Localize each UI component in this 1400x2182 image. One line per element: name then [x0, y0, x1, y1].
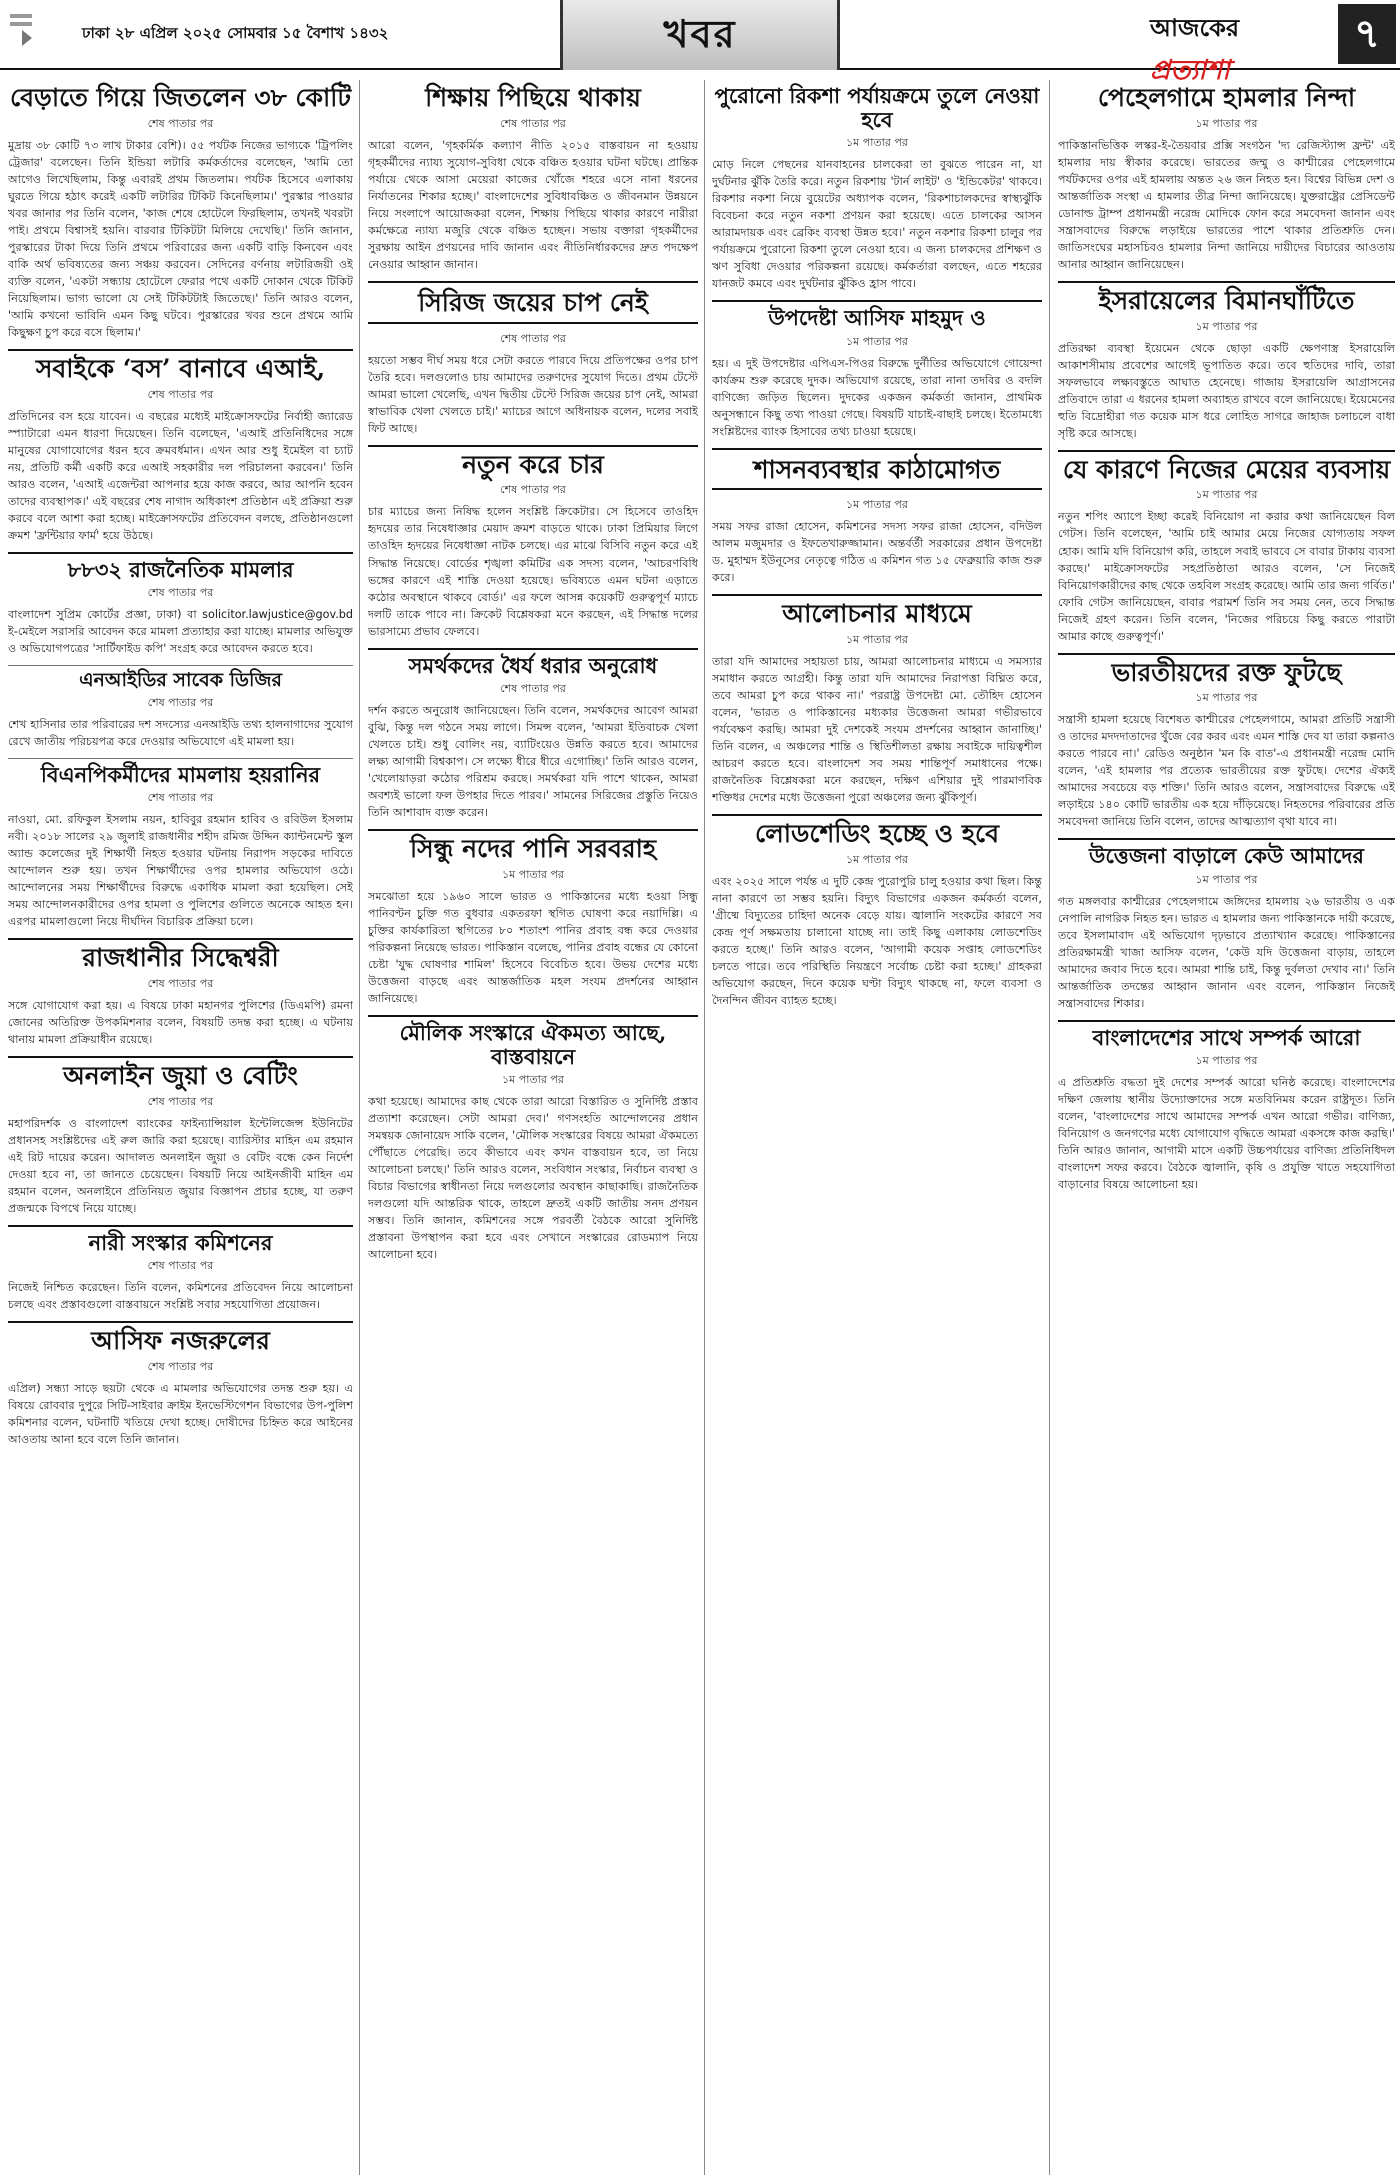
continuation-note: শেষ পাতার পর: [147, 1359, 214, 1373]
divider: [368, 1015, 698, 1017]
article-body: সমঝোতা হয়ে ১৯৬০ সালে ভারত ও পাকিস্তানের মধ্যে হওয়া সিন্ধু পানিবণ্টন চুক্তি গত বুধবার একতরফা স্থগিত ঘোষণা করে নয়াদিল্লি। এ চুক্তির কার্যকারিতা স্থগিতের ৮০ শতাংশ পানির প্রবাহ বন্ধ করে দেওয়ার পরিকল্পনা নিয়েছে ভারত। পাকিস্তান বলেছে, পানির প্রবাহ বন্ধের যে কোনো চেষ্টা 'যুদ্ধ ঘোষণার শামিল' হিসেবে বিবেচিত হবে। উভয় দেশের মধ্যে উত্তেজনা বাড়ছে এবং আন্তর্জাতিক মহল সংযম প্রদর্শনের আহ্বান জানিয়েছে।: [368, 889, 698, 1005]
article: [8, 1231, 353, 1313]
divider: [8, 1321, 353, 1323]
article: [368, 84, 698, 273]
article-headline: রাজধানীর সিদ্ধেশ্বরী: [82, 943, 279, 973]
page-masthead: [0, 0, 1400, 86]
article-headline: সিন্ধু নদের পানি সরবরাহ: [409, 833, 657, 863]
article-body: মুদ্রায় ৩৮ কোটি ৭৩ লাখ টাকার বেশি)। ৫৫ পর্যটক নিজের ভাগ্যকে 'ট্রিপলিং ট্রেজার' বলেছেন। তিনি ইন্ডিয়া লটারি কর্মকর্তাদের বলেছেন, 'আমি তো আগেও লিখেছিলাম, কিন্তু এবারই প্রথম জিতলাম। পর্যটক হিসেবে এলাকায় ঘুরতে গিয়ে হঠাৎ করেই একটি লটারির টিকিট কিনেছিলাম।' পুরস্কার পাওয়ার খবর জানার পর তিনি বলেন, 'কাজ শেষে হোটেলে ফিরছিলাম, তখনই খবরটা পাই। প্রথমে বিশ্বাসই হয়নি। বারবার টিকিটটা মিলিয়ে দেখেছি।' তিনি জানান, পুরস্কারের টাকা দিয়ে তিনি প্রথমে পরিবারের জন্য একটি বাড়ি কিনবেন এবং বাকি অর্থ ভবিষ্যতের জন্য সঞ্চয় করবেন। সেদিনের বর্ণনায় লটারিজয়ী ওই ব্যক্তি বলেন, 'একটা সন্ধ্যায় হোটেলে ফেরার পথে একটি দোকান থেকে টিকিট নিয়েছিলাম। ভাগ্য ভালো যে সেই টিকিটটাই জিতেছে।' তিনি আরও বলেন, 'আমি কখনো ভাবিনি এমন কিছু ঘটবে। পুরস্কারের খবর শুনে প্রথমে আমি কিছুক্ষণ চুপ করে বসে ছিলাম।': [8, 138, 353, 339]
article-body: সঙ্গে যোগাযোগ করা হয়। এ বিষয়ে ঢাকা মহানগর পুলিশের (ডিএমপি) রমনা জোনের অতিরিক্ত উপকমিশনার বলেন, বিষয়টি তদন্ত করা হচ্ছে। এ ঘটনায় থানায় মামলা প্রক্রিয়াধীন রয়েছে।: [8, 998, 353, 1046]
divider: [8, 758, 353, 759]
article: [368, 1021, 698, 1263]
continuation-note: ১ম পাতার পর: [502, 867, 564, 881]
corner-bar: [10, 22, 32, 26]
divider: [712, 814, 1042, 816]
column-rule: [704, 80, 705, 2175]
continuation-note: ১ম পাতার পর: [846, 136, 908, 150]
boxed-headline-strip: [712, 448, 1042, 491]
divider: [8, 552, 353, 554]
arrow-icon: [22, 30, 32, 46]
article: [712, 84, 1042, 292]
article: [1058, 287, 1395, 442]
divider: [8, 938, 353, 940]
article-body: দর্শন করতে অনুরোধ জানিয়েছেন। তিনি বলেন, সমর্থকদের আবেগ আমরা বুঝি, কিন্তু দল গঠনে সময় লাগে। সিমন্স বলেন, 'আমরা ইতিবাচক খেলা খেলতে চাই। শুধু বোলিং নয়, ব্যাটিংয়েও উন্নতি করতে হবে। আমাদের লক্ষ্য আগামী বিশ্বকাপ। সে লক্ষ্যে ধীরে ধীরে এগোচ্ছি।' তিনি আরও বলেন, 'খেলোয়াড়রা কঠোর পরিশ্রম করছে। সমর্থকরা যদি পাশে থাকেন, আমরা অবশ্যই ভালো ফল উপহার দিতে পারব।' সামনের সিরিজের প্রস্তুতি নিয়েও তিনি আশাবাদ ব্যক্ত করেন।: [368, 703, 698, 819]
divider: [8, 1056, 353, 1058]
article-body: চার ম্যাচের জন্য নিষিদ্ধ হলেন সংশ্লিষ্ট ক্রিকেটার। সে হিসেবে তাওহিদ হৃদয়ের তার নিষেধাজ্ঞার মেয়াদ ক্রমশ বাড়তে থাকে। ঢাকা প্রিমিয়ার লিগে তাওহিদ হৃদয়ের নিষেধাজ্ঞা নাটক চলছে। এর মাঝে বিসিবি নতুন করে এই সিদ্ধান্ত নিয়েছে। বোর্ডের শৃঙ্খলা কমিটির এক সদস্য বলেন, 'আচরণবিধি ভঙ্গের কারণে এই শাস্তি দেওয়া হয়েছে। ভবিষ্যতে এমন ঘটনা এড়াতে কঠোর অবস্থানে থাকবে বোর্ড।' এর ফলে আসন্ন কয়েকটি গুরুত্বপূর্ণ ম্যাচে দলটি তাকে পাবে না। ক্রিকেট বিশ্লেষকরা মনে করছেন, এই সিদ্ধান্ত দলের ভারসাম্যে প্রভাব ফেলবে।: [368, 505, 698, 638]
continuation-note: ১ম পাতার পর: [1195, 872, 1258, 886]
article-headline: ৮৮৩২ রাজনৈতিক মামলার: [67, 556, 294, 582]
article: [8, 763, 353, 930]
continuation-note: ১ম পাতার পর: [502, 1072, 564, 1086]
divider: [8, 349, 353, 351]
article-body: সময় সফর রাজা হোসেন, কমিশনের সদস্য সফর রাজা হোসেন, বদিউল আলম মজুমদার ও ইফতেখারুজ্জামান। অন্তর্বর্তী সরকারের প্রধান উপদেষ্টা ড. মুহাম্মদ ইউনূসের নেতৃত্বে গঠিত এ কমিশন গত ১৫ ফেব্রুয়ারি কাজ শুরু করে।: [712, 520, 1042, 585]
article-headline: পেহেলগামে হামলার নিন্দা: [1097, 83, 1356, 112]
article-body: কথা হয়েছে। আমাদের কাছ থেকে তারা আরো বিস্তারিত ও সুনির্দিষ্ট প্রস্তাব প্রত্যাশা করেছেন। সেটা আমরা দেব।' গণসংহতি আন্দোলনের প্রধান সমন্বয়ক জোনায়েদ সাকি বলেন, 'মৌলিক সংস্কারের বিষয়ে আমরা ঐকমত্যে পৌঁছাতে পেরেছি। তবে কীভাবে এবং কখন বাস্তবায়ন হবে, তা নিয়ে আলোচনা চলছে।' তিনি আরও বলেন, সংবিধান সংস্কার, নির্বাচন ব্যবস্থা ও বিচার বিভাগের স্বাধীনতা নিয়ে দলগুলোর অবস্থান কাছাকাছি। রাজনৈতিক দলগুলো যদি আন্তরিক থাকে, তাহলে দ্রুতই একটি জাতীয় সনদ প্রণয়ন সম্ভব। তিনি জানান, কমিশনের সঙ্গে পরবর্তী বৈঠকে আরো সুনির্দিষ্ট প্রস্তাবনা উপস্থাপন করা হবে এবং সেখানে সংস্কারের রোডম্যাপ নিয়ে আলোচনা হবে।: [368, 1094, 698, 1262]
article-body: পাকিস্তানভিত্তিক লস্কর-ই-তৈয়বার প্রক্সি সংগঠন 'দ্য রেজিস্ট্যান্স ফ্রন্ট' এই হামলার দায় স্বীকার করেছে। ভারতের জম্মু ও কাশ্মীরের পেহেলগামে পর্যটকদের ওপর এই হামলায় অন্তত ২৬ জন নিহত হন। বিশ্বের বিভিন্ন দেশ ও আন্তর্জাতিক সংস্থা এ হামলার তীব্র নিন্দা জানিয়েছে। যুক্তরাষ্ট্রের প্রেসিডেন্ট ডোনাল্ড ট্রাম্প প্রধানমন্ত্রী নরেন্দ্র মোদিকে ফোন করে সমবেদনা জানান এবং সন্ত্রাসবাদের বিরুদ্ধে লড়াইয়ে ভারতের পাশে থাকার প্রতিশ্রুতি দেন। জাতিসংঘের মহাসচিবও হামলার নিন্দা জানিয়ে দায়ীদের বিচারের আওতায় আনার আহ্বান জানিয়েছেন।: [1058, 138, 1395, 271]
article-headline: নারী সংস্কার কমিশনের: [88, 1229, 273, 1255]
continuation-note: ১ম পাতার পর: [846, 853, 908, 867]
page-corner-mark: [0, 0, 46, 70]
continuation-note: ১ম পাতার পর: [846, 498, 908, 512]
article-headline: যে কারণে নিজের মেয়ের ব্যবসায়: [1062, 454, 1391, 484]
article-headline: বিএনপিকর্মীদের মামলায় হয়রানির: [40, 761, 321, 787]
continuation-note: শেষ পাতার পর: [500, 483, 566, 497]
article: [712, 306, 1042, 439]
dateline: ঢাকা ২৮ এপ্রিল ২০২৫ সোমবার ১৫ বৈশাখ ১৪৩২: [82, 24, 389, 42]
continuation-note: শেষ পাতার পর: [500, 331, 566, 345]
article-body: নাওয়া, মো. রফিকুল ইসলাম নয়ন, হাবিবুর রহমান হাবিব ও রবিউল ইসলাম নবী। ২০১৮ সালের ২৯ জুলাই রাজধানীর শহীদ রমিজ উদ্দিন ক্যান্টনমেন্ট স্কুল অ্যান্ড কলেজের দুই শিক্ষার্থী নিহত হওয়ার ঘটনায় নিরাপদ সড়কের দাবিতে আন্দোলন শুরু হয়। তখন শিক্ষার্থীদের ওপর হামলার অভিযোগ ওঠে। আন্দোলনের সময় শিক্ষার্থীদের বিরুদ্ধে একাধিক মামলা করা হয়েছিল। সেই সময় আন্দোলনকারীদের ওপর হামলা ও পুলিশের গুলিতে অনেকে আহত হন। এরপর মামলাগুলো নিয়ে দীর্ঘদিন বিচারিক প্রক্রিয়া চলে।: [8, 813, 353, 929]
article-body: মোড় নিলে পেছনের যানবাহনের চালকেরা তা বুঝতে পারেন না, যা দুর্ঘটনার ঝুঁকি তৈরি করে। নতুন রিকশায় 'টার্ন লাইট' ও 'ইন্ডিকেটর' থাকবে। রিকশার নকশা নিয়ে বুয়েটের অধ্যাপক বলেন, 'রিকশাচালকদের স্বাস্থ্যঝুঁকি বিবেচনা করে নতুন নকশা প্রণয়ন করা হয়েছে। এতে চালকের আসন আরামদায়ক এবং ব্রেকিং ব্যবস্থা উন্নত হবে।' নতুন নকশার রিকশা চালুর পর পর্যায়ক্রমে পুরোনো রিকশা তুলে নেওয়া হবে। এ জন্য চালকদের প্রশিক্ষণ ও ঋণ সুবিধা দেওয়ার পরিকল্পনা রয়েছে। কর্মকর্তারা বলছেন, এতে শহরের যানজট কমবে এবং দুর্ঘটনার ঝুঁকিও হ্রাস পাবে।: [712, 158, 1042, 291]
article-headline: নতুন করে চার: [462, 449, 604, 479]
article: [368, 451, 698, 640]
article-headline: শিক্ষায় পিছিয়ে থাকায়: [425, 83, 641, 112]
continuation-note: শেষ পাতার পর: [500, 681, 566, 695]
article-headline: ইসরায়েলের বিমানঘাঁটিতে: [1098, 285, 1355, 315]
article: [712, 820, 1042, 1009]
article-body: এপ্রিল) সন্ধ্যা সাড়ে ছয়টা থেকে এ মামলার অভিযোগের তদন্ত শুরু হয়। এ বিষয়ে রোববার দুপুরে সিটি-সাইবার ক্রাইম ইনভেস্টিগেশন বিভাগের উপ-পুলিশ কমিশনার বলেন, ঘটনাটি খতিয়ে দেখা হচ্ছে। দোষীদের চিহ্নিত করে আইনের আওতায় আনা হবে বলে তিনি জানান।: [8, 1381, 353, 1446]
divider: [8, 1225, 353, 1227]
continuation-note: ১ম পাতার পর: [1195, 319, 1258, 333]
divider: [368, 445, 698, 447]
article-body: মহাপরিদর্শক ও বাংলাদেশ ব্যাংকের ফাইন্যান্সিয়াল ইন্টেলিজেন্স ইউনিটের প্রধানসহ সংশ্লিষ্টদের এই রুল জারি করা হয়েছে। ব্যারিস্টার মাহিন এম রহমান এই রিট দায়ের করেন। আদালত অনলাইন জুয়া ও বেটিং বন্ধে কেন নির্দেশ দেওয়া হবে না, তা জানতে চেয়েছেন। বিষয়টি নিয়ে আইনজীবী মাহিন এম রহমান বলেন, অনলাইনে প্রতিনিয়ত জুয়ার বিজ্ঞাপন প্রচার হচ্ছে, যা তরুণ প্রজন্মকে বিপথে নিয়ে যাচ্ছে।: [8, 1116, 353, 1215]
article-headline: আলোচনার মাধ্যমে: [782, 599, 972, 629]
continuation-note: ১ম পাতার পর: [1195, 1053, 1258, 1067]
article-headline: সমর্থকদের ধৈর্য ধরার অনুরোধ: [408, 652, 658, 678]
divider: [368, 829, 698, 831]
article-headline: বেড়াতে গিয়ে জিতলেন ৩৮ কোটি: [9, 83, 352, 112]
column-rule: [359, 80, 360, 2175]
divider: [8, 665, 353, 666]
section-label: [560, 0, 840, 70]
continuation-note: শেষ পাতার পর: [147, 791, 214, 805]
article-headline: উত্তেজনা বাড়ালে কেউ আমাদের: [1089, 843, 1364, 869]
newspaper-logo: [1150, 10, 1320, 86]
continuation-note: শেষ পাতার পর: [147, 387, 214, 401]
article: [8, 558, 353, 657]
section-title: খবর: [663, 11, 737, 56]
article-body: প্রতিদিনের বস হয়ে যাবেন। এ বছরের মধ্যেই মাইক্রোসফটের নির্বাহী জ্যারেড স্প্যাটারো এমন ধারণা দিয়েছেন। তিনি বলেছেন, 'এআই প্রতিনিধিদের সঙ্গে মানুষের যোগাযোগের ধরন হবে ক্রমবর্ধমান। এখন আর শুধু ইমেইল বা চ্যাট নয়, প্রতিটি কর্মী একটি করে এআই সহকারীর দল পরিচালনা করবেন।' তিনি আরও বলেন, 'এআই এজেন্টরা আপনার হয়ে কাজ করবে, আর আপনি হবেন তাদের ব্যবস্থাপক।' এই বছরের শেষ নাগাদ অধিকাংশ প্রতিষ্ঠান এই প্রক্রিয়া শুরু করবে বলে আশা করা হচ্ছে। মাইক্রোসফটের প্রতিবেদন বলছে, প্রতিষ্ঠানগুলো ক্রমশ 'ফ্রন্টিয়ার ফার্ম' হয়ে উঠছে।: [8, 409, 353, 542]
article-headline: অনলাইন জুয়া ও বেটিং: [63, 1060, 298, 1090]
logo-part-2: প্রত্যাশা: [1150, 55, 1230, 86]
article-headline: সবাইকে ‘বস’ বানাবে এআই,: [35, 353, 326, 383]
article: [1058, 1026, 1395, 1193]
article-body: এ প্রতিশ্রুতি বদ্ধতা দুই দেশের সম্পর্ক আরো ঘনিষ্ঠ করেছে। বাংলাদেশের দক্ষিণ জেলায় স্থানীয় উদ্যোক্তাদের সঙ্গে মতবিনিময় করেন রাষ্ট্রদূত। তিনি বলেন, 'বাংলাদেশের সাথে আমাদের সম্পর্ক এখন আরো গভীর। বাণিজ্য, বিনিয়োগ ও জনগণের মধ্যে যোগাযোগ বৃদ্ধিতে আমরা একসঙ্গে কাজ করছি।' তিনি আরও জানান, আগামী মাসে একটি উচ্চপর্যায়ের বাণিজ্য প্রতিনিধিদল বাংলাদেশ সফর করবে। বৈঠকে জ্বালানি, কৃষি ও প্রযুক্তি খাতে সহযোগিতা বাড়ানোর বিষয়ে আলোচনা হয়।: [1058, 1075, 1395, 1191]
article-body: সন্ত্রাসী হামলা হয়েছে বিশেষত কাশ্মীরের পেহেলগামে, আমরা প্রতিটি সন্ত্রাসী ও তাদের মদদদাতাদের খুঁজে বের করব এবং এমন শাস্তি দেব যা তারা কল্পনাও করতে পারবে না।' রেডিও অনুষ্ঠান 'মন কি বাত'-এ প্রধানমন্ত্রী নরেন্দ্র মোদি বলেন, 'এই হামলার পর প্রত্যেক ভারতীয়ের রক্ত ফুটছে। দেশের ঐক্যই আমাদের সবচেয়ে বড় শক্তি।' তিনি আরও বলেন, সন্ত্রাসবাদের বিরুদ্ধে এই লড়াইয়ে ১৪০ কোটি ভারতীয় এক হয়ে দাঁড়িয়েছে। নিহতদের পরিবারের প্রতি সমবেদনা জানিয়ে তিনি বলেন, তাদের আত্মত্যাগ বৃথা যাবে না।: [1058, 713, 1395, 829]
continuation-note: শেষ পাতার পর: [147, 695, 214, 709]
page-number: ৭: [1338, 4, 1396, 64]
article: [1058, 844, 1395, 1011]
divider: [368, 648, 698, 650]
article: [712, 600, 1042, 806]
article: [368, 330, 698, 437]
article-body: প্রতিরক্ষা ব্যবস্থা ইয়েমেন থেকে ছোড়া একটি ক্ষেপণাস্ত্র ইসরায়েলি আকাশসীমায় প্রবেশের আগেই ভূপাতিত করে। তবে হুতিদের দাবি, তারা সফলভাবে লক্ষ্যবস্তুতে আঘাত হেনেছে। গাজায় ইসরায়েলি আগ্রাসনের প্রতিবাদে তারা এ ধরনের হামলা অব্যাহত রাখবে বলে জানিয়েছে। ইয়েমেনের হুতি বিদ্রোহীরা গত কয়েক মাস ধরে লোহিত সাগরে জাহাজ চলাচলে বাধা সৃষ্টি করে আসছে।: [1058, 341, 1395, 440]
boxed-headline-strip: [368, 281, 698, 324]
article-body: শেখ হাসিনার তার পরিবারের দশ সদস্যের এনআইডি তথ্য হালনাগাদের সুযোগ রেখে জাতীয় পরিচয়পত্র করে দেওয়ার অভিযোগে এই মামলা হয়।: [8, 717, 353, 748]
article-headline: লোডশেডিং হচ্ছে ও হবে: [754, 819, 1000, 849]
article: [368, 654, 698, 821]
article: [712, 496, 1042, 586]
article-body: নিজেই নিশ্চিত করেছেন। তিনি বলেন, কমিশনের প্রতিবেদন নিয়ে আলোচনা চলছে এবং প্রস্তাবগুলো বাস্তবায়নে সংশ্লিষ্ট সবার সহযোগিতা প্রয়োজন।: [8, 1280, 353, 1311]
article-body: হয়তো সম্ভব দীর্ঘ সময় ধরে সেটা করতে পারবে দিয়ে প্রতিপক্ষের ওপর চাপ তৈরি হবে। দলগুলোও চায় আমাদের তরুণদের সুযোগ দিতে। প্রথম টেস্টে আমরা ভালো খেলেছি, এখন দ্বিতীয় টেস্টে সিরিজ জয়ের চাপ নেই, আমরা স্বাভাবিক খেলা খেলতে চাই।' ম্যাচের আগে অধিনায়ক বলেন, দলের সবাই ফিট আছে।: [368, 353, 698, 435]
divider: [1058, 450, 1395, 452]
article: [1058, 84, 1395, 273]
article: [8, 1062, 353, 1217]
article: [8, 944, 353, 1048]
divider: [1058, 281, 1395, 283]
article-body: বাংলাদেশ সুপ্রিম কোর্টের প্রজ্ঞা, ঢাকা) বা solicitor.lawjustice@gov.bd ই-মেইলে সরাসরি আবেদন করে মামলা প্রত্যাহার করা যাচ্ছে। মামলার অভিযুক্ত ও অভিযোগপত্রের 'সার্টিফাইড কপি' সংগ্রহ করে আবেদন করতে হবে।: [8, 607, 353, 655]
article: [1058, 659, 1395, 831]
article-headline: উপদেষ্টা আসিফ মাহমুদ ও: [768, 305, 986, 331]
continuation-note: শেষ পাতার পর: [147, 116, 214, 130]
divider: [1058, 838, 1395, 840]
article: [8, 670, 353, 750]
article-body: তারা যদি আমাদের সহায়তা চায়, আমরা আলোচনার মাধ্যমে এ সমস্যার সমাধান করতে আগ্রহী। কিন্তু তারা যদি আমাদের নিরাপত্তা বিঘ্নিত করে, তবে আমরা চুপ করে থাকব না।' পররাষ্ট্র উপদেষ্টা মো. তৌহিদ হোসেন বলেন, 'ভারত ও পাকিস্তানের মধ্যকার উত্তেজনা আমরা গভীরভাবে পর্যবেক্ষণ করছি। আমরা দুই দেশকেই সংযম প্রদর্শনের আহ্বান জানাচ্ছি।' তিনি বলেন, এ অঞ্চলের শান্তি ও স্থিতিশীলতা রক্ষায় সবাইকে দায়িত্বশীল আচরণ করতে হবে। বাংলাদেশ সব সময় শান্তিপূর্ণ সমাধানের পক্ষে। রাজনৈতিক বিশ্লেষকরা মনে করছেন, দক্ষিণ এশিয়ার দুই পারমাণবিক শক্তিধর দেশের মধ্যে উত্তেজনা পুরো অঞ্চলের জন্য ঝুঁকিপূর্ণ।: [712, 655, 1042, 805]
continuation-note: ১ম পাতার পর: [1195, 691, 1258, 705]
article-headline: আসিফ নজরুলের: [91, 1325, 270, 1355]
divider: [1058, 1020, 1395, 1022]
article-body: হয়। এ দুই উপদেষ্টার এপিএস-পিওর বিরুদ্ধে দুর্নীতির অভিযোগে গোয়েন্দা কার্যক্রম শুরু করেছে দুদক। অভিযোগ রয়েছে, তারা নানা তদবির ও বদলি বাণিজ্যে জড়িত ছিলেন। দুদকের একজন কর্মকর্তা জানান, প্রাথমিক অনুসন্ধানে কিছু তথ্য পাওয়া গেছে। বিষয়টি যাচাই-বাছাই চলছে। ইতোমধ্যে সংশ্লিষ্টদের ব্যাংক হিসাবের তথ্য চাওয়া হয়েছে।: [712, 356, 1042, 438]
article: [8, 355, 353, 544]
continuation-note: শেষ পাতার পর: [147, 1094, 214, 1108]
article-body: আরো বলেন, 'গৃহকর্মিক কল্যাণ নীতি ২০১৫ বাস্তবায়ন না হওয়ায় গৃহকর্মীদের ন্যায্য সুযোগ-সুবিধা থেকে বঞ্চিত হওয়ার ঘটনা ঘটছে। প্রান্তিক পর্যায়ে থেকে আসা মেয়েরা কাজের খোঁজে শহরে এসে নানা ধরনের নির্যাতনের শিকার হচ্ছে।' বাংলাদেশের সুবিধাবঞ্চিত ও জীবনমান উন্নয়নে নিয়ে সংলাপে আয়োজকরা বলেন, শিক্ষায় পিছিয়ে থাকার কারণে নারীরা কর্মক্ষেত্রে ন্যায্য মজুরি থেকে বঞ্চিত হচ্ছেন। সভায় বক্তারা গৃহকর্মীদের সুরক্ষায় আইন প্রণয়নের দাবি জানান এবং নীতিনির্ধারকদের দ্রুত পদক্ষেপ নেওয়ার আহ্বান জানান।: [368, 138, 698, 271]
continuation-note: শেষ পাতার পর: [147, 976, 214, 990]
continuation-note: শেষ পাতার পর: [500, 116, 566, 130]
article-body: নতুন শপিং অ্যাপে ইচ্ছা করেই বিনিয়োগ না করার কথা জানিয়েছেন বিল গেটস। তিনি বলেছেন, 'আমি চাই আমার মেয়ে নিজের যোগ্যতায় সফল হোক। আমি যদি বিনিয়োগ করি, তাহলে সবাই ভাববে সে বাবার টাকায় ব্যবসা করছে।' মাইক্রোসফটের সহপ্রতিষ্ঠাতা আরও বলেন, 'সে নিজেই বিনিয়োগকারীদের কাছ থেকে তহবিল সংগ্রহ করেছে। আমি তার জন্য গর্বিত।' ফোবি গেটস জানিয়েছেন, বাবার পরামর্শ তিনি সব সময় নেন, তবে সিদ্ধান্ত নিজেই গ্রহণ করেন। তিনি বলেন, 'নিজের পরিচয়ে কিছু করতে পারাটা আমার কাছে গুরুত্বপূর্ণ।': [1058, 510, 1395, 643]
column-4: [1058, 80, 1395, 2175]
logo-part-1: আজকের: [1150, 13, 1240, 42]
article-headline: এনআইডির সাবেক ডিজির: [79, 669, 282, 691]
article: [8, 84, 353, 341]
column-2: [368, 80, 698, 2175]
article-headline: সিরিজ জয়ের চাপ নেই: [418, 287, 648, 317]
divider: [1058, 653, 1395, 655]
article-body: এবং ২০২৫ সালে পর্যন্ত এ দুটি কেন্দ্র পুরোপুরি চালু হওয়ার কথা ছিল। কিন্তু নানা কারণে তা সম্ভব হয়নি। বিদ্যুৎ বিভাগের একজন কর্মকর্তা বলেন, 'গ্রীষ্মে বিদ্যুতের চাহিদা অনেক বেড়ে যায়। জ্বালানি সংকটের কারণে সব কেন্দ্র পূর্ণ সক্ষমতায় চালানো যাচ্ছে না। তাই কিছু এলাকায় লোডশেডিং করতে হচ্ছে।' তিনি আরও বলেন, 'আগামী কয়েক সপ্তাহ লোডশেডিং চলতে পারে। তবে পরিস্থিতি নিয়ন্ত্রণে সর্বোচ্চ চেষ্টা করা হচ্ছে।' গ্রাহকরা অভিযোগ করছেন, দিনে কয়েক ঘণ্টা বিদ্যুৎ থাকছে না, ফলে ব্যবসা ও দৈনন্দিন জীবন ব্যাহত হচ্ছে।: [712, 875, 1042, 1008]
column-rule: [1049, 80, 1050, 2175]
article: [368, 835, 698, 1007]
article-headline: ভারতীয়দের রক্ত ফুটছে: [1111, 657, 1342, 687]
article-body: গত মঙ্গলবার কাশ্মীরের পেহেলগামে জঙ্গিদের হামলায় ২৬ ভারতীয় ও এক নেপালি নাগরিক নিহত হন। ভারত এ হামলার জন্য পাকিস্তানকে দায়ী করেছে, তবে ইসলামাবাদ এই অভিযোগ দৃঢ়ভাবে প্রত্যাখ্যান করেছে। পাকিস্তানের প্রতিরক্ষামন্ত্রী খাজা আসিফ বলেন, 'কেউ যদি উত্তেজনা বাড়ায়, তাহলে আমাদের জবাব দিতে হবে। আমরা শান্তি চাই, কিন্তু দুর্বলতা দেখাব না।' তিনি আন্তর্জাতিক তদন্তের আহ্বান জানান এবং বলেন, পাকিস্তান নিজেই সন্ত্রাসবাদের শিকার।: [1058, 894, 1395, 1010]
column-3: [712, 80, 1042, 2175]
article: [8, 1327, 353, 1448]
article-headline: শাসনব্যবস্থার কাঠামোগত: [753, 454, 1001, 484]
continuation-note: শেষ পাতার পর: [147, 1258, 214, 1272]
divider: [712, 300, 1042, 302]
column-1: [8, 80, 353, 2175]
article: [1058, 456, 1395, 645]
corner-bar: [10, 14, 32, 18]
continuation-note: ১ম পাতার পর: [1195, 116, 1258, 130]
article-headline: বাংলাদেশের সাথে সম্পর্ক আরো: [1092, 1024, 1361, 1050]
article-headline: পুরোনো রিকশা পর্যায়ক্রমে তুলে নেওয়া হবে: [714, 83, 1040, 133]
continuation-note: ১ম পাতার পর: [1195, 488, 1258, 502]
divider: [712, 594, 1042, 596]
article-headline: মৌলিক সংস্কারে ঐকমত্য আছে, বাস্তবায়নে: [399, 1019, 667, 1069]
continuation-note: ১ম পাতার পর: [846, 334, 908, 348]
continuation-note: শেষ পাতার পর: [147, 585, 214, 599]
continuation-note: ১ম পাতার পর: [846, 633, 908, 647]
